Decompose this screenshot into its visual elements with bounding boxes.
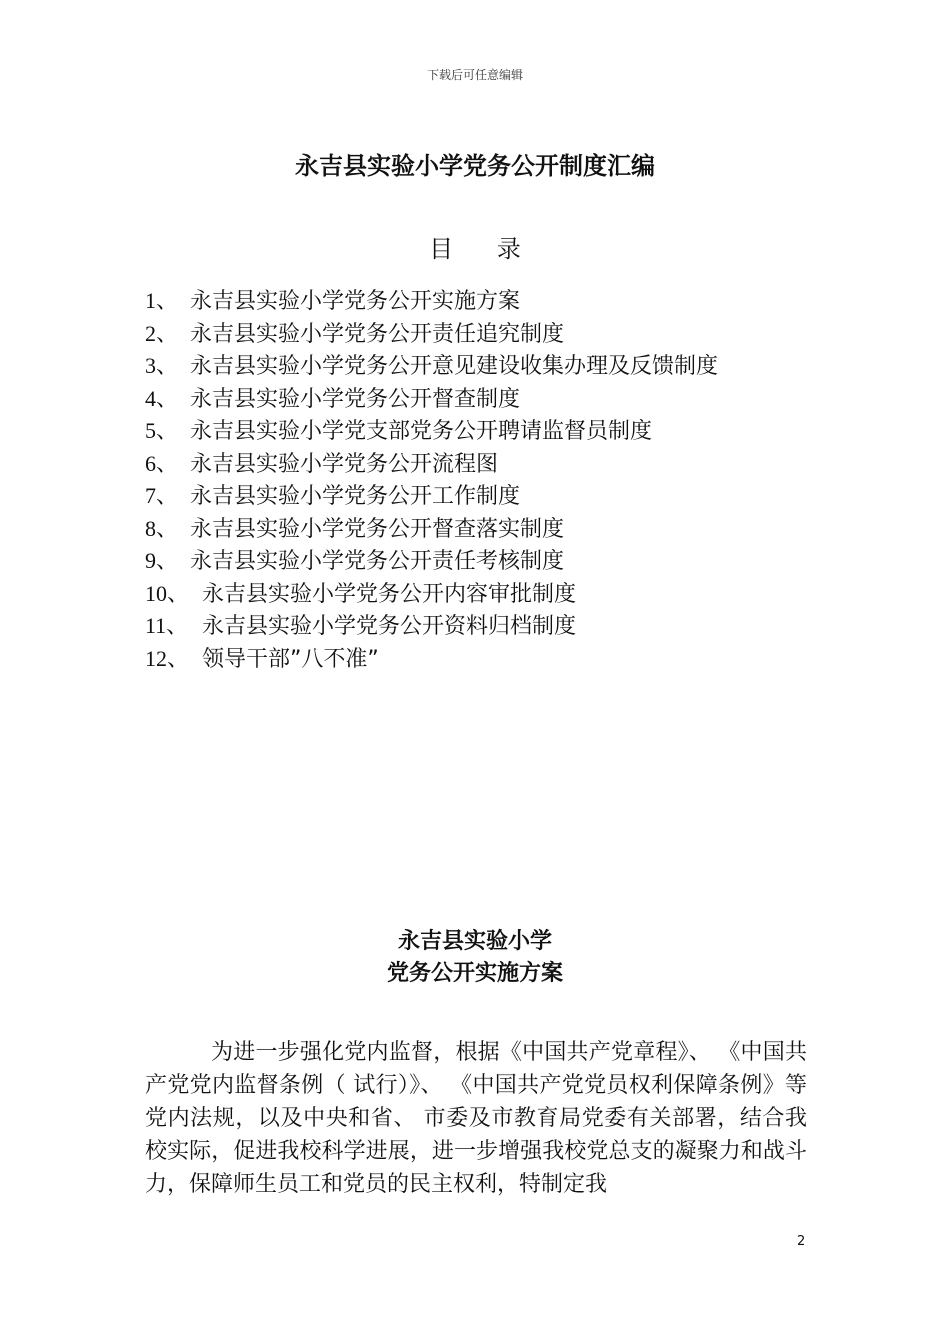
body-paragraph: 为进一步强化党内监督，根据《中国共产党章程》、 《中国共产党党内监督条例（ 试行）》、 《中国共产党党员权利保障条例》等党内法规，以及中央和省、 市委及市教育局党委有关部署，结合我校实际，促进我校科学进展，进一步增强我校党总支的凝聚力和战斗力，保障师生员工和党员的民主权利，特制定我 bbox=[145, 1040, 807, 1197]
toc-item-text: 永吉县实验小学党支部党务公开聘请监督员制度 bbox=[190, 419, 653, 444]
toc-item-text: 永吉县实验小学党务公开资料归档制度 bbox=[202, 614, 577, 639]
toc-item-number: 4、 bbox=[145, 385, 179, 411]
toc-item-number: 9、 bbox=[145, 548, 179, 573]
table-of-contents bbox=[145, 285, 825, 675]
toc-item-text: 领导干部”八不准” bbox=[202, 646, 379, 672]
toc-item-text: 永吉县实验小学党务公开责任考核制度 bbox=[190, 549, 565, 574]
toc-item bbox=[145, 448, 825, 481]
toc-item bbox=[145, 513, 825, 546]
toc-item-number: 5、 bbox=[145, 418, 179, 443]
toc-item bbox=[145, 350, 825, 383]
document-title: 永吉县实验小学党务公开制度汇编 bbox=[295, 152, 655, 180]
page-number: 2 bbox=[797, 1234, 806, 1249]
toc-item bbox=[145, 643, 825, 676]
toc-item bbox=[145, 578, 825, 611]
toc-item-text: 永吉县实验小学党务公开内容审批制度 bbox=[202, 581, 577, 607]
toc-item-number: 11、 bbox=[145, 613, 189, 638]
section-title-line1: 永吉县实验小学 bbox=[397, 929, 552, 954]
toc-item-number: 7、 bbox=[145, 483, 179, 508]
toc-item-number: 10、 bbox=[145, 580, 190, 606]
toc-heading-right: 录 bbox=[496, 235, 521, 263]
toc-item-number: 8、 bbox=[145, 515, 179, 541]
toc-item-number: 12、 bbox=[145, 645, 190, 671]
toc-item-number: 2、 bbox=[145, 320, 179, 346]
toc-item bbox=[145, 318, 825, 351]
toc-item bbox=[145, 383, 825, 416]
toc-item-number: 1、 bbox=[145, 288, 179, 313]
toc-item bbox=[145, 480, 825, 513]
toc-item-text: 永吉县实验小学党务公开实施方案 bbox=[190, 289, 521, 314]
toc-item-text: 永吉县实验小学党务公开督查落实制度 bbox=[190, 516, 565, 542]
toc-heading bbox=[0, 229, 950, 264]
toc-item-number: 6、 bbox=[145, 450, 179, 476]
section-title-line2: 党务公开实施方案 bbox=[386, 961, 563, 986]
toc-heading-left: 目 bbox=[429, 235, 454, 263]
toc-item bbox=[145, 610, 825, 643]
toc-item bbox=[145, 285, 825, 318]
toc-item-number: 3、 bbox=[145, 353, 179, 378]
toc-item-text: 永吉县实验小学党务公开督查制度 bbox=[190, 386, 521, 412]
toc-item bbox=[145, 545, 825, 578]
toc-item-text: 永吉县实验小学党务公开工作制度 bbox=[190, 484, 521, 509]
toc-item-text: 永吉县实验小学党务公开流程图 bbox=[190, 451, 499, 477]
header-note: 下载后可任意编辑 bbox=[426, 68, 523, 82]
toc-item-text: 永吉县实验小学党务公开意见建设收集办理及反馈制度 bbox=[190, 354, 719, 379]
toc-item-text: 永吉县实验小学党务公开责任追究制度 bbox=[190, 321, 565, 347]
toc-item bbox=[145, 415, 825, 448]
